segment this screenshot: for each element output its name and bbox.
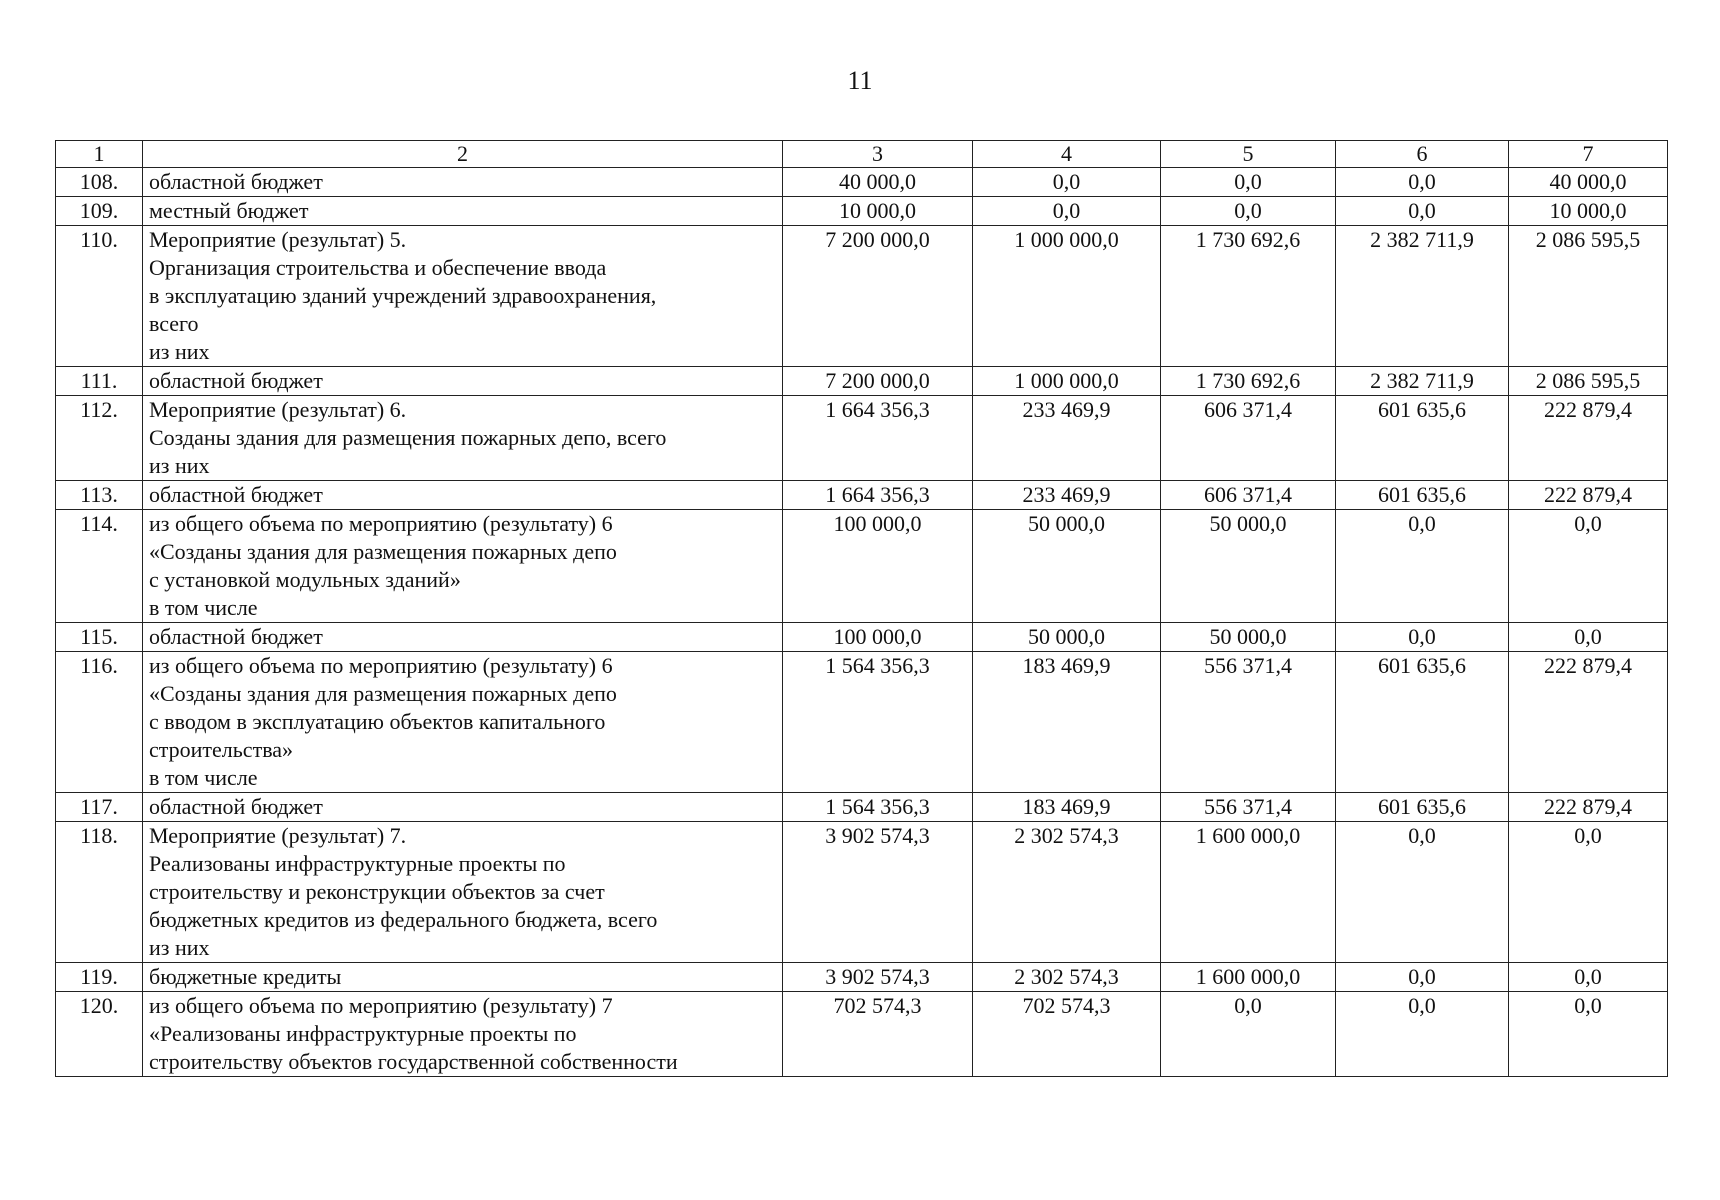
description-line: всего (149, 311, 199, 336)
value-cell-col-4: 2 302 574,3 (973, 822, 1161, 963)
value-cell-col-4: 183 469,9 (973, 652, 1161, 793)
table-row (56, 992, 1668, 1077)
description-line: из них (149, 935, 210, 960)
description-line: из общего объема по мероприятию (результату) 6 (149, 653, 613, 678)
value-cell-col-4: 702 574,3 (973, 992, 1161, 1077)
description-line: из общего объема по мероприятию (результату) 7 (149, 993, 613, 1018)
row-description (143, 367, 783, 396)
description-line: строительству объектов государственной собственности (149, 1049, 678, 1074)
description-line: Созданы здания для размещения пожарных депо, всего (149, 425, 667, 450)
table-header (56, 141, 1668, 168)
row-number: 115. (56, 623, 143, 652)
description-line: «Созданы здания для размещения пожарных депо (149, 539, 617, 564)
row-number: 111. (56, 367, 143, 396)
value-cell-col-4: 183 469,9 (973, 793, 1161, 822)
row-number: 108. (56, 168, 143, 197)
value-cell-col-6: 601 635,6 (1336, 793, 1509, 822)
value-cell-col-4: 0,0 (973, 168, 1161, 197)
table-row (56, 396, 1668, 481)
value-cell-col-5: 556 371,4 (1161, 793, 1336, 822)
value-cell-col-5: 1 730 692,6 (1161, 226, 1336, 367)
description-line: местный бюджет (149, 198, 309, 223)
description-line: бюджетные кредиты (149, 964, 342, 989)
description-line: областной бюджет (149, 368, 323, 393)
description-line: в эксплуатацию зданий учреждений здравоохранения, (149, 283, 657, 308)
value-cell-col-7: 222 879,4 (1509, 481, 1668, 510)
description-line: Реализованы инфраструктурные проекты по (149, 851, 566, 876)
row-number: 109. (56, 197, 143, 226)
description-line: областной бюджет (149, 169, 323, 194)
row-description (143, 793, 783, 822)
value-cell-col-5: 0,0 (1161, 168, 1336, 197)
value-cell-col-6: 601 635,6 (1336, 396, 1509, 481)
value-cell-col-4: 50 000,0 (973, 510, 1161, 623)
value-cell-col-4: 0,0 (973, 197, 1161, 226)
description-line: Мероприятие (результат) 6. (149, 397, 407, 422)
description-line: Мероприятие (результат) 7. (149, 823, 407, 848)
description-line: областной бюджет (149, 624, 323, 649)
description-line: «Созданы здания для размещения пожарных депо (149, 681, 617, 706)
description-line: бюджетных кредитов из федерального бюджета, всего (149, 907, 658, 932)
row-description (143, 963, 783, 992)
value-cell-col-6: 0,0 (1336, 623, 1509, 652)
row-number: 118. (56, 822, 143, 963)
description-line: из них (149, 339, 210, 364)
value-cell-col-3: 1 564 356,3 (783, 793, 973, 822)
value-cell-col-7: 222 879,4 (1509, 396, 1668, 481)
value-cell-col-6: 0,0 (1336, 963, 1509, 992)
value-cell-col-4: 2 302 574,3 (973, 963, 1161, 992)
value-cell-col-7: 2 086 595,5 (1509, 367, 1668, 396)
value-cell-col-7: 0,0 (1509, 992, 1668, 1077)
value-cell-col-6: 2 382 711,9 (1336, 226, 1509, 367)
header-cell: 1 (56, 141, 143, 168)
row-description (143, 510, 783, 623)
value-cell-col-7: 0,0 (1509, 963, 1668, 992)
table-row (56, 623, 1668, 652)
table-row (56, 793, 1668, 822)
value-cell-col-7: 222 879,4 (1509, 652, 1668, 793)
value-cell-col-3: 10 000,0 (783, 197, 973, 226)
value-cell-col-7: 0,0 (1509, 822, 1668, 963)
value-cell-col-6: 0,0 (1336, 197, 1509, 226)
value-cell-col-6: 0,0 (1336, 510, 1509, 623)
value-cell-col-3: 7 200 000,0 (783, 226, 973, 367)
value-cell-col-5: 1 730 692,6 (1161, 367, 1336, 396)
row-description (143, 168, 783, 197)
value-cell-col-7: 40 000,0 (1509, 168, 1668, 197)
description-line: строительству и реконструкции объектов за счет (149, 879, 605, 904)
value-cell-col-7: 0,0 (1509, 623, 1668, 652)
value-cell-col-5: 1 600 000,0 (1161, 822, 1336, 963)
table-row (56, 197, 1668, 226)
value-cell-col-4: 1 000 000,0 (973, 226, 1161, 367)
row-description (143, 197, 783, 226)
row-number: 113. (56, 481, 143, 510)
value-cell-col-4: 233 469,9 (973, 396, 1161, 481)
budget-table (55, 140, 1668, 1077)
value-cell-col-7: 0,0 (1509, 510, 1668, 623)
table-row (56, 510, 1668, 623)
row-number: 116. (56, 652, 143, 793)
row-description (143, 623, 783, 652)
value-cell-col-5: 0,0 (1161, 197, 1336, 226)
row-description (143, 652, 783, 793)
description-line: из них (149, 453, 210, 478)
description-line: в том числе (149, 765, 258, 790)
value-cell-col-5: 606 371,4 (1161, 481, 1336, 510)
description-line: Организация строительства и обеспечение ввода (149, 255, 607, 280)
value-cell-col-3: 100 000,0 (783, 623, 973, 652)
value-cell-col-3: 40 000,0 (783, 168, 973, 197)
description-line: с вводом в эксплуатацию объектов капитального (149, 709, 606, 734)
table-row (56, 226, 1668, 367)
value-cell-col-4: 1 000 000,0 (973, 367, 1161, 396)
header-cell: 5 (1161, 141, 1336, 168)
description-line: областной бюджет (149, 482, 323, 507)
row-number: 120. (56, 992, 143, 1077)
table-body (56, 168, 1668, 1077)
value-cell-col-4: 50 000,0 (973, 623, 1161, 652)
value-cell-col-6: 601 635,6 (1336, 652, 1509, 793)
value-cell-col-5: 556 371,4 (1161, 652, 1336, 793)
description-line: областной бюджет (149, 794, 323, 819)
row-description (143, 481, 783, 510)
value-cell-col-7: 10 000,0 (1509, 197, 1668, 226)
row-number: 119. (56, 963, 143, 992)
value-cell-col-3: 3 902 574,3 (783, 822, 973, 963)
table-row (56, 481, 1668, 510)
row-description (143, 822, 783, 963)
table-row (56, 367, 1668, 396)
value-cell-col-6: 0,0 (1336, 168, 1509, 197)
value-cell-col-6: 0,0 (1336, 992, 1509, 1077)
table-row (56, 822, 1668, 963)
header-row (56, 141, 1668, 168)
header-cell: 3 (783, 141, 973, 168)
row-number: 110. (56, 226, 143, 367)
value-cell-col-6: 0,0 (1336, 822, 1509, 963)
value-cell-col-7: 222 879,4 (1509, 793, 1668, 822)
row-description (143, 396, 783, 481)
header-cell: 6 (1336, 141, 1509, 168)
table-row (56, 168, 1668, 197)
description-line: «Реализованы инфраструктурные проекты по (149, 1021, 577, 1046)
value-cell-col-5: 50 000,0 (1161, 623, 1336, 652)
value-cell-col-3: 702 574,3 (783, 992, 973, 1077)
description-line: из общего объема по мероприятию (результату) 6 (149, 511, 613, 536)
value-cell-col-6: 2 382 711,9 (1336, 367, 1509, 396)
table-row (56, 652, 1668, 793)
description-line: Мероприятие (результат) 5. (149, 227, 407, 252)
value-cell-col-5: 1 600 000,0 (1161, 963, 1336, 992)
value-cell-col-5: 606 371,4 (1161, 396, 1336, 481)
table-row (56, 963, 1668, 992)
description-line: в том числе (149, 595, 258, 620)
value-cell-col-3: 1 664 356,3 (783, 396, 973, 481)
value-cell-col-5: 0,0 (1161, 992, 1336, 1077)
value-cell-col-3: 100 000,0 (783, 510, 973, 623)
description-line: с установкой модульных зданий» (149, 567, 461, 592)
value-cell-col-5: 50 000,0 (1161, 510, 1336, 623)
page-number: 11 (847, 66, 873, 95)
value-cell-col-3: 1 664 356,3 (783, 481, 973, 510)
value-cell-col-7: 2 086 595,5 (1509, 226, 1668, 367)
description-line: строительства» (149, 737, 294, 762)
row-description (143, 992, 783, 1077)
value-cell-col-3: 3 902 574,3 (783, 963, 973, 992)
row-number: 112. (56, 396, 143, 481)
row-number: 117. (56, 793, 143, 822)
value-cell-col-3: 1 564 356,3 (783, 652, 973, 793)
value-cell-col-4: 233 469,9 (973, 481, 1161, 510)
header-cell: 7 (1509, 141, 1668, 168)
header-cell: 4 (973, 141, 1161, 168)
row-number: 114. (56, 510, 143, 623)
value-cell-col-3: 7 200 000,0 (783, 367, 973, 396)
value-cell-col-6: 601 635,6 (1336, 481, 1509, 510)
row-description (143, 226, 783, 367)
header-cell: 2 (143, 141, 783, 168)
